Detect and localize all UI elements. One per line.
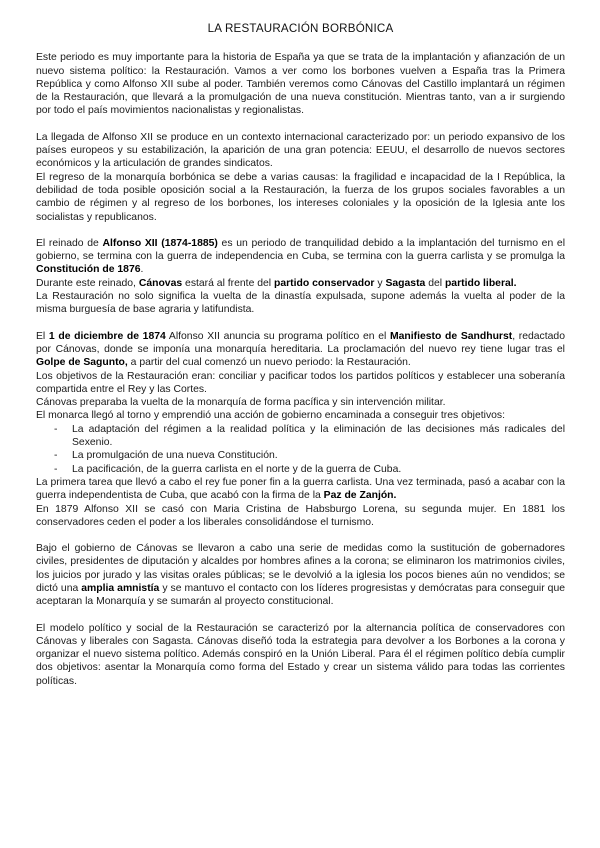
parties-paragraph: Durante este reinado, Cánovas estará al frente del partido conservador y Sagasta del partido liberal. xyxy=(36,277,517,289)
marriage-paragraph: En 1879 Alfonso XII se casó con Maria Cristina de Habsburgo Lorena, su segunda mujer. En 1881 los conservadores ceden el poder a los liberales consolidándose el turnismo. xyxy=(36,503,565,528)
document-page xyxy=(36,22,565,688)
sandhurst-paragraph: El 1 de diciembre de 1874 Alfonso XII anuncia su programa político en el Manifiesto de Sandhurst, redactado por Cánovas, donde se imponía una monarquía hereditaria. La proclamación del nuevo rey tiene lugar tras el Golpe de Sagunto, a partir del cual comenzó un nuevo periodo: la Restauración. xyxy=(36,330,565,369)
bourgeoisie-paragraph: La Restauración no solo significa la vuelta de la dinastía expulsada, supone además la vuelta al poder de la misma burguesía de base agraria y latifundista. xyxy=(36,291,565,316)
list-item: - La promulgación de una nueva Constitución. xyxy=(36,449,565,462)
manifesto-sandhurst: Manifiesto de Sandhurst xyxy=(389,330,513,342)
objectives-list xyxy=(36,423,565,476)
conservative-party: partido conservador xyxy=(274,277,375,289)
reign-name: Alfonso XII (1874-1885) xyxy=(102,237,218,249)
list-item: - La pacificación, de la guerra carlista en el norte y de la guerra de Cuba. xyxy=(36,463,565,476)
page-title: LA RESTAURACIÓN BORBÓNICA xyxy=(207,22,394,35)
monarch-paragraph: El monarca llegó al torno y emprendió una acción de gobierno encaminada a conseguir tres objetivos: xyxy=(36,410,506,422)
measures-paragraph: Bajo el gobierno de Cánovas se llevaron a cabo una serie de medidas como la sustitución de gobernadores civiles, presidentes de diputación y alcaldes por hombres afines a la corona; se eliminaron los matrimonios civiles, los juicios por jurado y las visitas orales públicas; se le devolvió a la iglesia los pocos bienes aún no vendidos; se dictó una amplia amnistía y se mantuvo el contacto con los líderes progresistas y demócratas para conseguir que aceptaran la Monarquía y se sumarán al proyecto constitucional. xyxy=(36,543,565,608)
paz-zanjon: Paz de Zanjón. xyxy=(323,490,397,502)
canovas-paragraph: Cánovas preparaba la vuelta de la monarquía de forma pacífica y sin intervención militar. xyxy=(36,397,446,409)
constitution-1876: Constitución de 1876 xyxy=(36,264,141,276)
causes-paragraph: El regreso de la monarquía borbónica se debe a varias causas: la fragilidad e incapacidad de la I República, la debilidad de toda posible oposición social a la Restauración, la fuerza de los grupos sociales favorables a un cambio de régimen y al regreso de los borbones, los intereses coloniales y la oposición de la Iglesia ante los socialistas y republicanos. xyxy=(36,171,565,223)
liberal-party: partido liberal. xyxy=(444,277,517,289)
intro-paragraph: Este periodo es muy importante para la historia de España ya que se trata de la implantación y afianzación de un nuevo sistema político: la Restauración. Vamos a ver como los borbones vuelven a España tras la Primera República y como Alfonso XII sube al poder. También veremos como Cánovas del Castillo implantará un régimen de la Restauración, que llevará a la promulgación de una nueva constitución. Mientras tanto, van a ir surgiendo por todo el país movimientos nacionalistas y regionalistas. xyxy=(36,52,565,117)
first-task-paragraph: La primera tarea que llevó a cabo el rey fue poner fin a la guerra carlista. Una vez terminada, pasó a acabar con la guerra independentista de Cuba, que acabó con la firma de la Paz de Zanjón. xyxy=(36,476,565,502)
reign-paragraph: El reinado de Alfonso XII (1874-1885) es un periodo de tranquilidad debido a la implantación del turnismo en el gobierno, se termina con la guerra de independencia en Cuba, se termina con la guerra carlista y se promulga la Constitución de 1876. xyxy=(36,237,565,276)
context-paragraph: La llegada de Alfonso XII se produce en un contexto internacional caracterizado por: un periodo expansivo de los países europeos y su estabilización, la aparición de una gran potencia: EEUU, el desarrollo de nuevos sectores económicos y la articulación de grandes sindicatos. xyxy=(36,131,565,170)
amnesty: amplia amnistía xyxy=(81,582,160,594)
golpe-sagunto: Golpe de Sagunto, xyxy=(36,357,128,369)
date-1874: 1 de diciembre de 1874 xyxy=(48,330,166,342)
canovas-name: Cánovas xyxy=(138,277,183,289)
list-item: - La adaptación del régimen a la realidad política y la eliminación de las decisiones más radicales del Sexenio. xyxy=(36,423,565,450)
sagasta-name: Sagasta xyxy=(385,277,426,289)
objectives-paragraph: Los objetivos de la Restauración eran: conciliar y pacificar todos los partidos políticos y establecer una soberanía compartida entre el Rey y las Cortes. xyxy=(36,370,565,395)
model-paragraph: El modelo político y social de la Restauración se caracterizó por la alternancia política de conservadores con Cánovas y liberales con Sagasta. Cánovas diseñó toda la estrategia para devolver a los Borbones a la corona y organizar el nuevo sistema político. Además conspiró en la Unión Liberal. Para él el régimen político debía cumplir dos objetivos: asentar la Monarquía como forma del Estado y crear un sistema válido para todas las corrientes políticas. xyxy=(36,622,565,687)
